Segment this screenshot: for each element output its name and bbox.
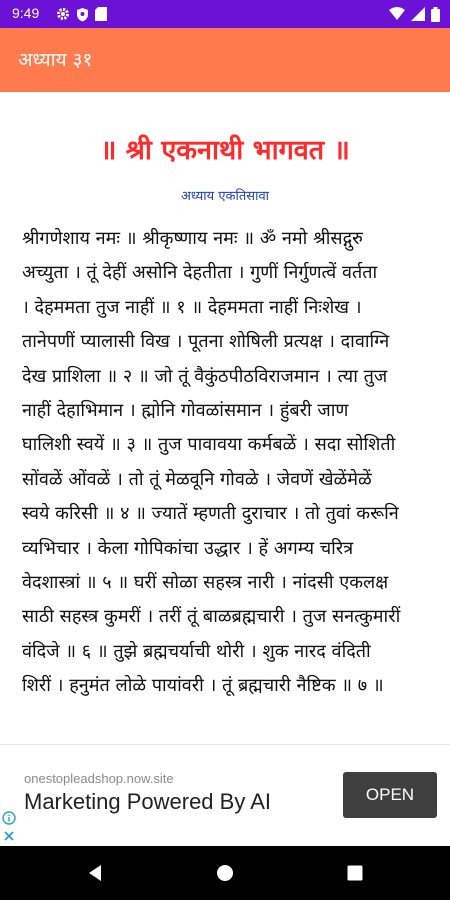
verse-line: श्रीगणेशाय नमः ॥ श्रीकृष्णाय नमः ॥ ॐ नमो श्रीसद्गुरु [22, 228, 363, 249]
ad-headline[interactable]: Marketing Powered By AI [24, 789, 272, 814]
status-notification-icons [56, 6, 107, 22]
status-time: 9:49 [12, 5, 40, 21]
ad-banner[interactable] [0, 744, 450, 847]
verse-text [22, 222, 432, 703]
app-bar [0, 28, 450, 92]
signal-icon [411, 7, 425, 21]
ad-open-button[interactable]: OPEN [343, 772, 437, 818]
sd-card-icon [95, 7, 107, 21]
home-icon[interactable] [213, 861, 237, 885]
verse-line: तानेपणीं प्यालासी विख । पूतना शोषिली प्रत्यक्ष । दावाग्नि [22, 331, 390, 353]
verse-line: शिरीं । हनुमंत लोळे पायांवरी । तूं ब्रह्मचारी नैष्टिक ॥ ७ ॥ [22, 675, 384, 697]
status-system-icons [389, 6, 440, 22]
verse-line: सोंवळें ओंवळें । तो तूं मेळवूनि गोवळे । जेवणें खेळेंमेळें [22, 468, 372, 490]
recents-icon[interactable] [343, 861, 367, 885]
verse-line: नाहीं देहाभिमान । ह्मोनि गोवळांसमान । हुंबरी जाण [22, 399, 349, 421]
verse-line: घालिशी स्वयें ॥ ३ ॥ तुज पावावया कर्मबळें । सदा सोशिती [22, 434, 396, 456]
verse-line: व्यभिचार । केला गोपिकांचा उद्धार । हें अगम्य चरित्र [22, 537, 354, 559]
verse-line: वेदशास्त्रां ॥ ५ ॥ घरीं सोळा सहस्त्र नारी । नांदसी एकलक्ष [22, 571, 389, 593]
wifi-icon [389, 7, 405, 21]
verse-line: । देहममता तुज नाहीं ॥ १ ॥ देहममता नाहीं निःशेख । [22, 296, 362, 318]
system-nav-bar [0, 846, 450, 900]
ad-domain: onestopleadshop.now.site [24, 771, 174, 786]
verse-line: अच्युता । तूं देहीं असोनि देहतीता । गुणीं निर्गुणत्वें वर्तता [22, 262, 378, 284]
verse-line: साठी सहस्त्र कुमरीं । तरीं तूं बाळब्रह्मचारी । तुज सनत्कुमारीं [22, 606, 401, 628]
battery-icon [431, 7, 440, 22]
ad-info-icon[interactable] [2, 811, 16, 825]
app-bar-title: अध्याय ३१ [18, 49, 93, 71]
verse-line: देख प्राशिला ॥ २ ॥ जो तूं वैकुंठपीठविराजमान । त्या तुज [22, 365, 388, 387]
gear-icon [56, 7, 70, 21]
shield-icon [76, 7, 89, 22]
chapter-content[interactable] [0, 92, 450, 742]
back-icon[interactable] [83, 861, 107, 885]
book-title: ॥ श्री एकनाथी भागवत ॥ [100, 135, 350, 166]
status-bar [0, 0, 450, 28]
verse-line: वंदिजे ॥ ६ ॥ तुझे ब्रह्मचर्याची थोरी । शुक नारद वंदिती [22, 640, 371, 662]
verse-line: स्वये करिसी ॥ ४ ॥ ज्यातें म्हणती दुराचार । तो तुवां करूनि [22, 503, 399, 525]
ad-close-icon[interactable] [2, 829, 16, 843]
chapter-subtitle: अध्याय एकतिसावा [180, 189, 270, 204]
